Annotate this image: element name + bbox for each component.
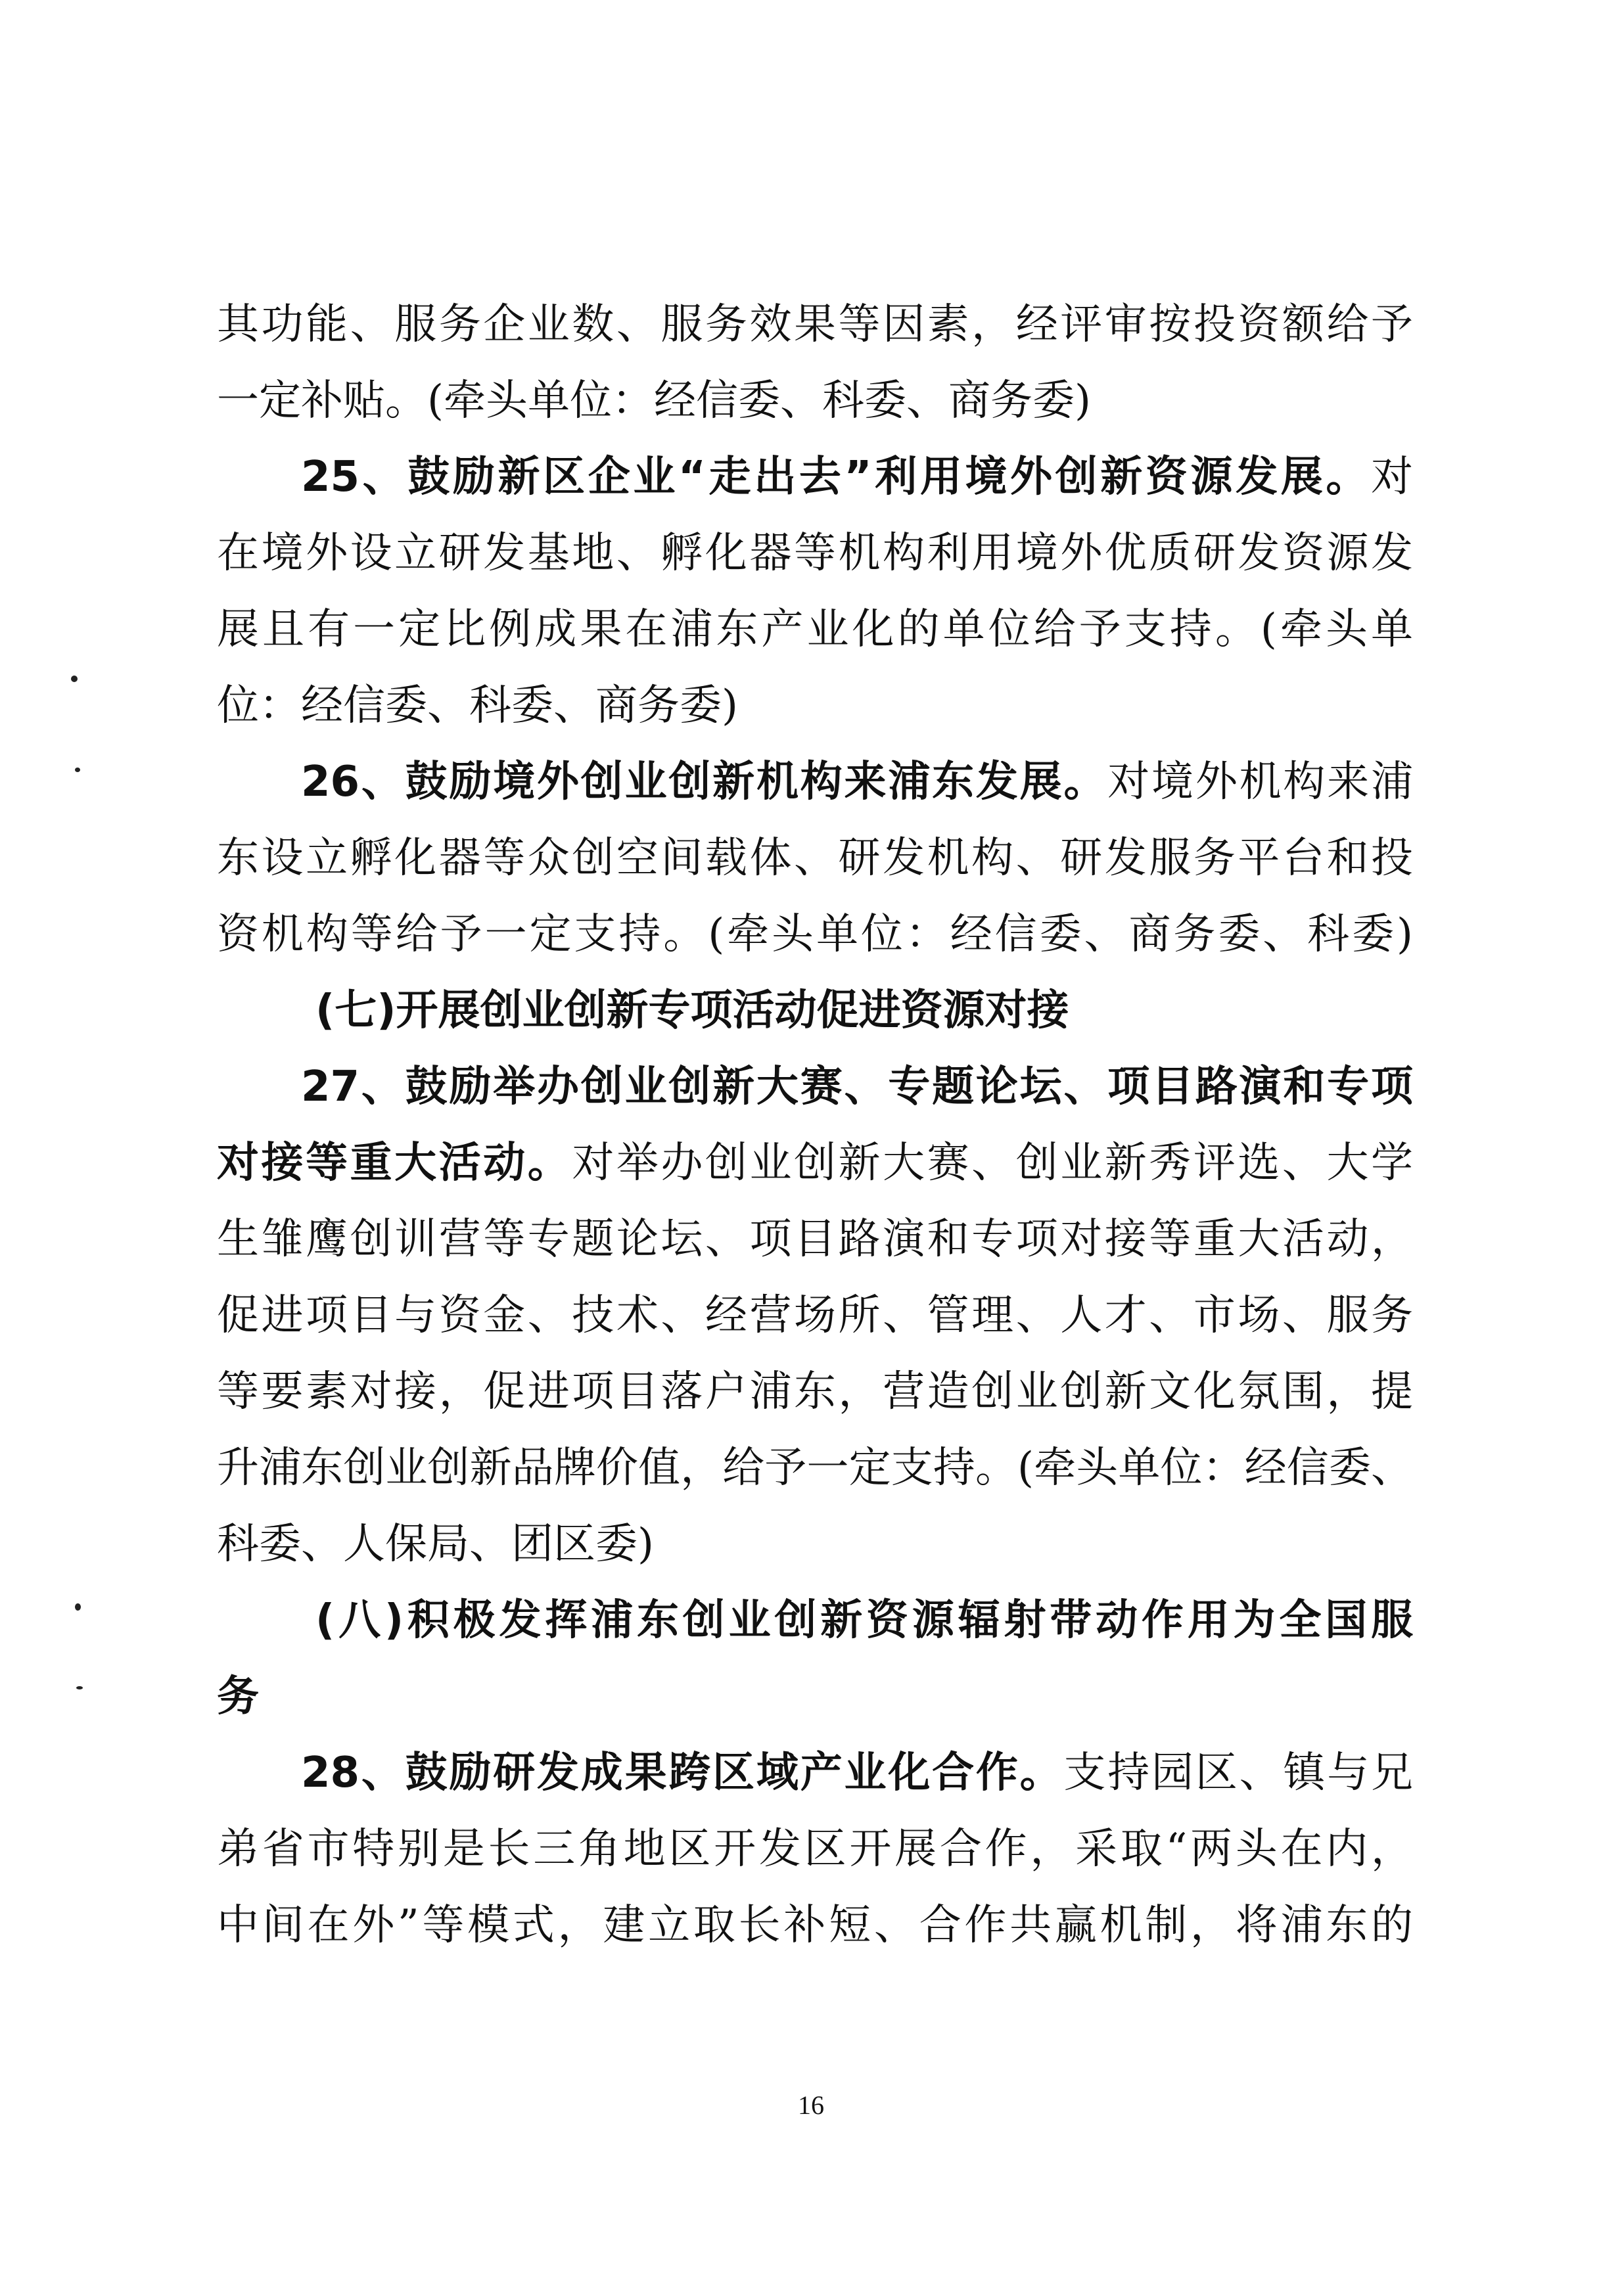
text-line: 中间在外”等模式，建立取长补短、合作共赢机制，将浦东的 <box>217 1901 1413 1950</box>
scan-speck <box>75 1603 81 1611</box>
text-line: 资机构等给予一定支持。(牵头单位：经信委、商务委、科委) <box>217 910 1413 959</box>
item-heading: 对接等重大活动。 <box>217 1139 572 1187</box>
item-heading: 25、鼓励新区企业“走出去”利用境外创新资源发展。 <box>301 453 1371 501</box>
text-line: 升浦东创业创新品牌价值，给予一定支持。(牵头单位：经信委、 <box>217 1444 1413 1492</box>
section-heading: (七)开展创业创新专项活动促进资源对接 <box>315 986 1069 1035</box>
text-line: 一定补贴。(牵头单位：经信委、科委、商务委) <box>217 377 1091 425</box>
text-line: 其功能、服务企业数、服务效果等因素，经评审按投资额给予 <box>217 300 1413 349</box>
item-heading: 27、鼓励举办创业创新大赛、专题论坛、项目路演和专项 <box>301 1063 1413 1111</box>
section-heading-continued: 务 <box>217 1672 259 1721</box>
item-heading: 28、鼓励研发成果跨区域产业化合作。 <box>301 1749 1064 1797</box>
paragraph-heading-line: 25、鼓励新区企业“走出去”利用境外创新资源发展。对 <box>301 453 1413 501</box>
text-line: 在境外设立研发基地、孵化器等机构利用境外优质研发资源发 <box>217 529 1413 578</box>
text-line: 等要素对接，促进项目落户浦东，营造创业创新文化氛围，提 <box>217 1367 1413 1416</box>
scan-speck <box>76 1686 83 1689</box>
text-line: 对接等重大活动。对举办创业创新大赛、创业新秀评选、大学 <box>217 1139 1414 1187</box>
text-line: 位：经信委、科委、商务委) <box>217 681 738 730</box>
item-heading: 26、鼓励境外创业创新机构来浦东发展。 <box>301 758 1108 806</box>
text-line: 科委、人保局、团区委) <box>217 1520 654 1569</box>
paragraph-heading-line: 26、鼓励境外创业创新机构来浦东发展。对境外机构来浦 <box>301 758 1413 806</box>
text-line: 促进项目与资金、技术、经营场所、管理、人才、市场、服务 <box>217 1291 1413 1340</box>
text-line: 弟省市特别是长三角地区开发区开展合作，采取“两头在内， <box>217 1825 1413 1873</box>
text-line: 东设立孵化器等众创空间载体、研发机构、研发服务平台和投 <box>217 834 1413 883</box>
scan-speck <box>75 768 80 772</box>
scan-speck <box>71 676 78 682</box>
text-line: 展且有一定比例成果在浦东产业化的单位给予支持。(牵头单 <box>217 605 1413 654</box>
section-heading: (八)积极发挥浦东创业创新资源辐射带动作用为全国服 <box>315 1596 1413 1645</box>
page-number: 16 <box>798 2090 824 2120</box>
paragraph-heading-line <box>301 1055 1413 1118</box>
text-line: 生雏鹰创训营等专题论坛、项目路演和专项对接等重大活动， <box>217 1215 1413 1264</box>
paragraph-heading-line: 28、鼓励研发成果跨区域产业化合作。支持园区、镇与兄 <box>301 1749 1414 1797</box>
